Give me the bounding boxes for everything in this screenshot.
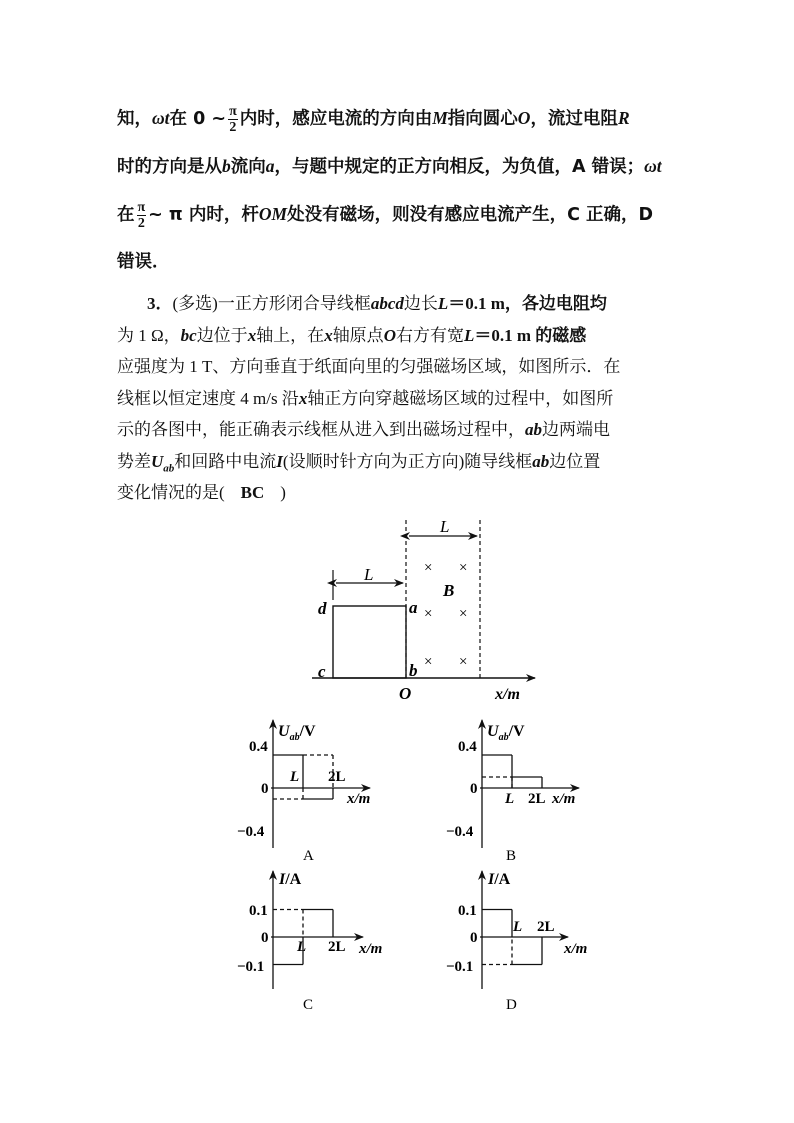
y-tick-top: 0.4 [249, 739, 268, 755]
label-x-axis: x/m [495, 686, 520, 703]
label-L-frame: L [364, 565, 374, 584]
x-tick-L: L [513, 919, 523, 935]
var-omega-t: ωt [152, 108, 170, 128]
y-tick-zero: 0 [261, 930, 269, 946]
var-L: L [437, 294, 449, 313]
text: 示的各图中，能正确表示线框从进入到出磁场过程中， [117, 420, 525, 439]
marks-B [482, 755, 542, 788]
x-tick-L: L [505, 791, 515, 807]
text: ，与题中规定的正方向相反，为负值，A 错误； [274, 157, 645, 177]
var-bc: bc [180, 325, 197, 345]
graph-C [237, 871, 382, 1013]
text: 错误． [117, 252, 170, 272]
var-OM: OM [258, 204, 288, 224]
cross-mark: × [424, 606, 433, 622]
x-tick-2L: 2L [537, 919, 555, 935]
var-I: I [276, 451, 283, 471]
marks-A [273, 755, 333, 799]
label-a: a [409, 598, 418, 617]
text: 和回路中电流 [174, 451, 277, 471]
label-B: B [443, 581, 455, 600]
text: 轴正方向穿越磁场区域的过程中，如图所 [307, 388, 614, 408]
x-label: x/m [552, 791, 576, 807]
x-tick-2L: 2L [528, 791, 546, 807]
text: 边位置 [549, 451, 601, 471]
label-d: d [318, 599, 327, 618]
y-tick-zero: 0 [470, 781, 478, 797]
label-L-field: L [440, 517, 450, 536]
text: 轴上，在 [256, 325, 325, 345]
text: (多选)一正方形闭合导线框 [172, 294, 371, 313]
text: 边两端电 [542, 420, 610, 439]
var-L: L [463, 325, 475, 345]
cross-mark: × [424, 654, 433, 670]
var-b: b [222, 156, 231, 176]
y-tick-bottom: −0.4 [446, 824, 474, 840]
x-tick-2L: 2L [328, 769, 346, 785]
text: ＝0.1 m，各边电阻均 [448, 294, 607, 313]
y-label: I/A [279, 871, 302, 888]
var-abcd: abcd [370, 294, 404, 313]
text: 时的方向是从 [117, 157, 222, 177]
graph-D [446, 871, 587, 1013]
y-tick-bottom: −0.1 [237, 959, 265, 975]
text: 内时，感应电流的方向由 [239, 109, 433, 129]
cross-mark: × [459, 606, 468, 622]
var-U: U [151, 451, 164, 471]
y-tick-zero: 0 [470, 930, 478, 946]
x-tick-L: L [297, 939, 307, 955]
text: 流向 [230, 157, 266, 177]
var-ab: ab [532, 451, 550, 471]
text: ~ π 内时，杆 [148, 205, 259, 225]
text: 势差 [117, 451, 151, 471]
caption-C: C [303, 997, 314, 1013]
caption-A: A [303, 848, 314, 864]
answer: BC [240, 483, 265, 502]
x-label: x/m [564, 941, 588, 957]
var-x: x [247, 325, 257, 345]
graph-A [237, 720, 370, 864]
frac-den: 2 [137, 215, 145, 231]
var-x: x [298, 388, 308, 408]
x-label: x/m [359, 941, 383, 957]
caption-B: B [506, 848, 517, 864]
label-b: b [409, 661, 418, 680]
var-x: x [324, 325, 333, 345]
cross-mark: × [424, 560, 433, 576]
x-label: x/m [347, 791, 371, 807]
var-M: M [432, 108, 448, 128]
y-label: $U_{ab}/V$ [278, 723, 316, 743]
text: ) [280, 483, 286, 502]
cross-mark: × [459, 560, 468, 576]
var-a: a [265, 156, 275, 176]
text: 处没有磁场，则没有感应电流产生，C 正确，D [287, 205, 654, 225]
y-tick-top: 0.1 [458, 903, 477, 919]
text: 边长 [403, 294, 438, 313]
text: 右方有宽 [395, 325, 464, 345]
caption-D: D [506, 997, 517, 1013]
main-diagram [312, 517, 535, 703]
text: ＝0.1 m 的磁感 [474, 325, 587, 345]
var-O: O [383, 325, 396, 345]
var-omega-t: ωt [644, 156, 662, 176]
graph-B [446, 720, 579, 864]
text: 边位于 [196, 325, 248, 345]
frac-num: π [229, 103, 237, 119]
var-ab: ab [525, 420, 542, 439]
y-label: $U_{ab}/V$ [487, 723, 525, 743]
label-c: c [318, 662, 326, 681]
cross-mark: × [459, 654, 468, 670]
x-tick-2L: 2L [328, 939, 346, 955]
text: (设顺时针方向为正方向)随导线框 [282, 451, 533, 471]
text: ，流过电阻 [530, 109, 618, 129]
y-tick-bottom: −0.4 [237, 824, 265, 840]
text: 轴原点 [332, 325, 384, 345]
text: 为 1 Ω， [117, 325, 181, 345]
text: 变化情况的是( [117, 483, 225, 502]
wire-frame-abcd [333, 606, 406, 678]
text: 在 [117, 205, 135, 225]
label-O: O [399, 684, 412, 703]
frac-den: 2 [229, 119, 237, 135]
y-tick-bottom: −0.1 [446, 959, 474, 975]
frac-num: π [137, 199, 146, 215]
x-tick-L: L [290, 769, 300, 785]
text: 指向圆心 [447, 109, 518, 129]
text: 线框以恒定速度 4 m/s 沿 [117, 388, 299, 408]
subscript-ab: ab [163, 461, 175, 474]
text: 知， [117, 109, 152, 129]
y-label: I/A [488, 871, 511, 888]
var-R: R [617, 108, 630, 128]
text: 在 0 ~ [169, 109, 227, 129]
y-tick-zero: 0 [261, 781, 269, 797]
question-number: 3． [147, 294, 173, 313]
y-tick-top: 0.1 [249, 903, 268, 919]
var-O: O [517, 108, 531, 128]
text: 应强度为 1 T、方向垂直于纸面向里的匀强磁场区域，如图所示．在 [117, 357, 621, 376]
y-tick-top: 0.4 [458, 739, 477, 755]
